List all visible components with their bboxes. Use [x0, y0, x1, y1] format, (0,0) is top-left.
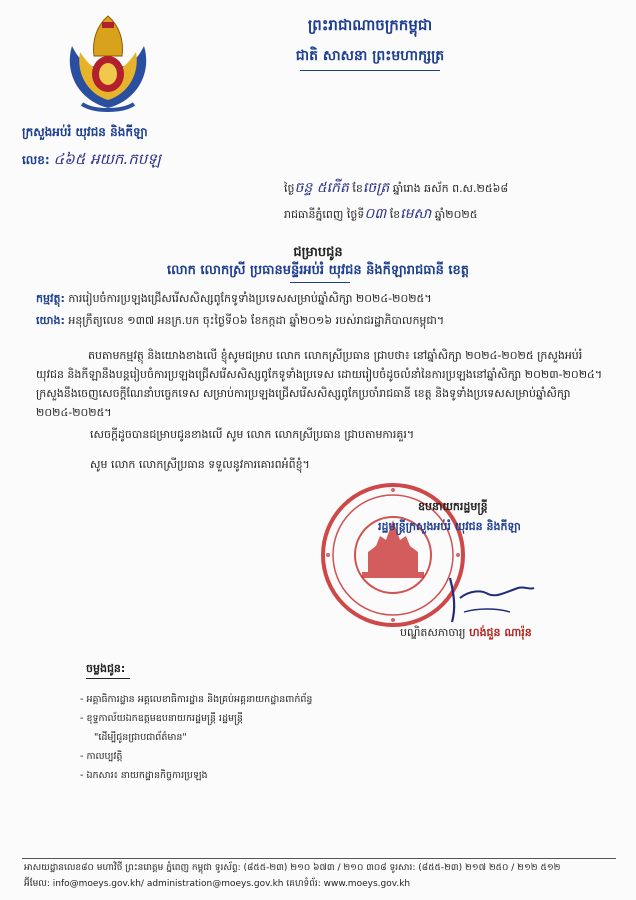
footer-divider	[22, 858, 616, 859]
cc-item: "ដើម្បីជូនជ្រាបជាព័ត៌មាន"	[94, 732, 187, 743]
reference-line	[36, 312, 606, 329]
signatory-title: ឧបនាយករដ្ឋមន្ត្រី	[418, 500, 488, 513]
civil-day: ០៣	[364, 206, 387, 222]
civil-date-prefix: រាជធានីភ្នំពេញ ថ្ងៃទី	[284, 208, 365, 221]
lunar-date-prefix: ថ្ងៃ	[284, 182, 295, 195]
subject-label: កម្មវត្ថុ:	[36, 292, 65, 305]
signatory-ministry-title: រដ្ឋមន្ត្រីក្រសួងអប់រំ យុវជន និងកីឡា	[378, 520, 521, 533]
addressee: លោក លោកស្រី ប្រធានមន្ទីរអប់រំ យុវជន និងកីឡារាជធានី ខេត្ត	[166, 263, 470, 278]
notice-title: ជម្រាបជូន	[293, 245, 343, 260]
ministry-name: ក្រសួងអប់រំ យុវជន និងកីឡា	[22, 125, 148, 139]
cc-divider	[86, 678, 130, 679]
body-paragraph-1	[36, 346, 606, 422]
cc-item: - ខុទ្ទកាល័យឯកឧត្តមឧបនាយករដ្ឋមន្ត្រី រដ្ឋមន្ត្រី	[80, 713, 243, 724]
motto-divider	[300, 70, 440, 71]
reference-text: អនុក្រឹត្យលេខ ១៣៧ អនក្រ.បក ចុះថ្ងៃទី០៦ ខែកក្កដា ឆ្នាំ២០១៦ របស់រាជរដ្ឋាភិបាលកម្ពុជា។	[68, 314, 445, 327]
civil-date	[284, 204, 477, 225]
letter-number-label: លេខ:	[22, 153, 50, 167]
signer-prefix: បណ្ឌិតសភាចារ្យ	[400, 626, 466, 639]
body-paragraph-2: សេចក្តីដូចបានជម្រាបជូនខាងលើ សូម លោក លោកស្រីប្រធាន ជ្រាបតាមការគួរ។	[90, 428, 415, 441]
lunar-day: ចន្ទ ៥កើត	[294, 180, 349, 196]
lunar-month-label: ខែ	[352, 182, 363, 195]
lunar-date	[284, 178, 508, 199]
civil-year: ឆ្នាំ២០២៥	[434, 208, 478, 221]
reference-label: យោង:	[36, 314, 65, 327]
addressee-divider	[290, 282, 350, 283]
letter-number	[22, 150, 161, 172]
lunar-date-suffix: ឆ្នាំរោង ឆស័ក ព.ស.២៥៦៨	[392, 182, 509, 195]
royal-emblem-icon	[62, 12, 154, 116]
body-paragraph-1-text: តបតាមកម្មវត្ថុ និងយោងខាងលើ ខ្ញុំសូមជម្រាប លោក លោកស្រីប្រធាន ជ្រាបថា៖ នៅឆ្នាំសិក្សា ២០២៤-២០២៥ ក្រសួងអប់រំ យុវជន និងកីឡានឹងបន្តរៀបចំការប្រឡងជ្រើសរើសសិស្សពូកែទូទាំងប្រទេស ដោយរៀបចំដូចលំនាំនៃការប្រឡងនៅឆ្នាំសិក្សា ២០២៣-២០២៤។ ក្រសួងនឹងចេញសេចក្តីណែនាំបច្ចេកទេស សម្រាប់ការប្រឡងជ្រើសរើសសិស្សពូកែប្រចាំរាជធានី ខេត្ត និងទូទាំងប្រទេសសម្រាប់ឆ្នាំសិក្សា ២០២៤-២០២៥។	[36, 349, 603, 419]
civil-month-label: ខែ	[389, 208, 401, 221]
national-motto: ជាតិ សាសនា ព្រះមហាក្សត្រ	[295, 48, 445, 64]
body-paragraph-3: សូម លោក លោកស្រីប្រធាន ទទួលនូវការគោរពអំពីខ្ញុំ។	[90, 458, 310, 471]
cc-item: - អគ្គាធិការដ្ឋាន អគ្គលេខាធិការដ្ឋាន និងគ្រប់អគ្គនាយកដ្ឋានពាក់ព័ន្ធ	[80, 694, 313, 705]
letter-number-value: ៤៦៥ អយក.កបឡ	[53, 150, 161, 168]
signer-name	[400, 626, 532, 642]
subject-line	[36, 290, 606, 307]
lunar-month: ចេត្រ	[362, 180, 390, 196]
subject-text: ការរៀបចំការប្រឡងជ្រើសរើសសិស្សពូកែទូទាំងប្រទេសសម្រាប់ឆ្នាំសិក្សា ២០២៤-២០២៥។	[68, 292, 432, 305]
footer-address: អាសយដ្ឋានលេខ៨០ មហាវិថី ព្រះនរោត្តម ភ្នំពេញ កម្ពុជា ទូរស័ព្ទ: (៨៥៥-២៣) ២១០ ៦៧៣ / ២១០ ៣០៨ ទូរសារ: (៨៥៥-២៣) ២១៧ ២៥០ / ២១២ ៥១២	[24, 863, 561, 873]
civil-month: មេសា	[400, 206, 432, 222]
cc-item: - កាលប្បវត្តិ	[80, 751, 123, 762]
signer-fullname: ហង់ជួន ណារ៉ុន	[469, 626, 532, 639]
cc-list	[80, 690, 400, 785]
cc-title: ចម្លងជូន:	[86, 662, 126, 675]
cc-item: - ឯកសារ៖ នាយកដ្ឋានកិច្ចការប្រឡង	[80, 770, 208, 781]
footer-contact: អ៊ីមែល: info@moeys.gov.kh/ administration@moeys.gov.kh គេហទំព័រ: www.moeys.gov.kh	[24, 879, 411, 889]
handwritten-signature-icon	[430, 568, 540, 628]
kingdom-heading: ព្រះរាជាណាចក្រកម្ពុជា	[307, 16, 433, 34]
